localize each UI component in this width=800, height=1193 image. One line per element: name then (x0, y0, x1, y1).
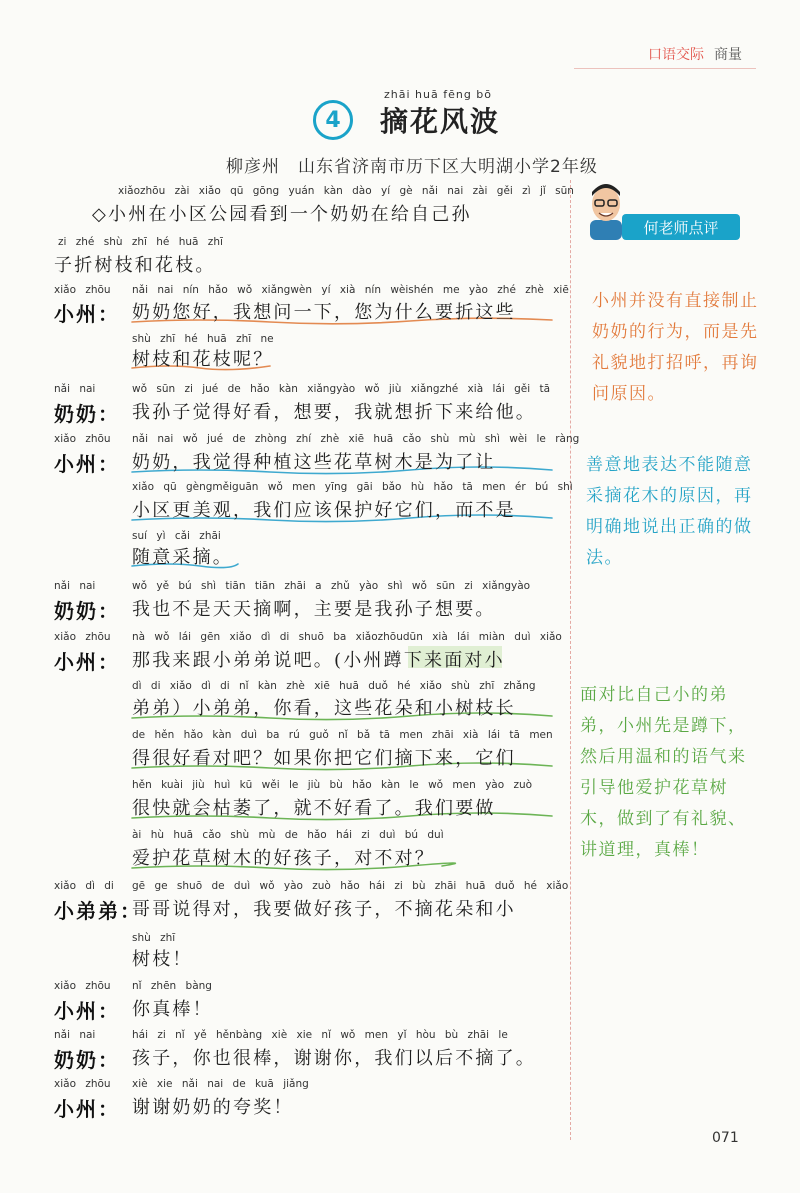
pinyin-line: xiǎozhōu zài xiǎo qū gōng yuán kàn dào yí gè nǎi nai zài gěi zì jǐ sūn (118, 185, 574, 197)
text-line: 小区更美观，我们应该保护好它们，而不是 (132, 500, 516, 521)
speaker-label: 小州： (54, 650, 120, 674)
speaker-pinyin: xiǎo dì di (54, 880, 114, 892)
pinyin-line: nà wǒ lái gēn xiǎo dì di shuō ba xiǎozhōudūn xià lái miàn duì xiǎo (132, 631, 562, 643)
text-line: 爱护花草树木的好孩子，对不对？ (132, 848, 435, 869)
pinyin-line: de hěn hǎo kàn duì ba rú guǒ nǐ bǎ tā men zhāi xià lái tā men (132, 729, 553, 741)
text-line: 得很好看对吧？如果你把它们摘下来，它们 (132, 748, 516, 769)
pinyin-line: hái zi nǐ yě hěnbàng xiè xie nǐ wǒ men yǐ hòu bù zhāi le (132, 1029, 508, 1041)
text-line: ◇小州在小区公园看到一个奶奶在给自己孙 (92, 204, 472, 225)
text-line: 奶奶，我觉得种植这些花草树木是为了让 (132, 452, 496, 473)
speaker-label: 小州： (54, 452, 120, 476)
text-line: 树枝和花枝呢？ (132, 349, 274, 370)
text-line: 哥哥说得对，我要做好孩子，不摘花朵和小 (132, 899, 516, 920)
article-number-badge: 4 (313, 100, 353, 140)
speaker-pinyin: xiǎo zhōu (54, 1078, 111, 1090)
pinyin-line: xiǎo qū gèngměiguān wǒ men yīng gāi bǎo hù hǎo tā men ér bú shì (132, 481, 573, 493)
speaker-pinyin: nǎi nai (54, 383, 96, 395)
pinyin-line: xiè xie nǎi nai de kuā jiǎng (132, 1078, 309, 1090)
pinyin-line: suí yì cǎi zhāi (132, 530, 221, 542)
pinyin-line: nǎi nai wǒ jué de zhòng zhí zhè xiē huā cǎo shù mù shì wèi le ràng (132, 433, 580, 445)
text-line: 孩子，你也很棒，谢谢你，我们以后不摘了。 (132, 1048, 536, 1069)
comment-note-reason: 善意地表达不能随意采摘花木的原因，再明确地说出正确的做法。 (586, 455, 753, 568)
text-line: 弟弟）小弟弟，你看，这些花朵和小树枝长 (132, 698, 516, 719)
speaker-label: 小州： (54, 302, 120, 326)
text-line: 那我来跟小弟弟说吧。(小州蹲下来面对小 (132, 650, 505, 671)
article-title: 摘花风波 (380, 105, 501, 138)
text-line: 子折树枝和花枝。 (54, 255, 216, 276)
comment-note-guidance: 面对比自己小的弟弟，小州先是蹲下，然后用温和的语气来引导他爱护花草树木，做到了有礼貌、讲道理，真棒！ (580, 685, 747, 860)
title-pinyin: zhāi huā fēng bō (384, 88, 493, 101)
speaker-pinyin: xiǎo zhōu (54, 284, 111, 296)
pinyin-line: wǒ sūn zi jué de hǎo kàn xiǎngyào wǒ jiù xiǎngzhé xià lái gěi tā (132, 383, 551, 395)
text-line: 树枝！ (132, 949, 193, 970)
text-line: 你真棒！ (132, 999, 213, 1020)
pinyin-line: gē ge shuō de duì wǒ yào zuò hǎo hái zi bù zhāi huā duǒ hé xiǎo (132, 880, 569, 892)
text-line: 我孙子觉得好看，想要，我就想折下来给他。 (132, 402, 536, 423)
pinyin-line: dì di xiǎo dì di nǐ kàn zhè xiē huā duǒ hé xiǎo shù zhī zhǎng (132, 680, 536, 692)
speaker-pinyin: nǎi nai (54, 580, 96, 592)
speaker-pinyin: xiǎo zhōu (54, 631, 111, 643)
text-line: 随意采摘。 (132, 547, 233, 568)
pinyin-line: shù zhī (132, 932, 176, 944)
pinyin-line: nǐ zhēn bàng (132, 980, 212, 992)
pinyin-line: nǎi nai nín hǎo wǒ xiǎngwèn yí xià nín wèishén me yào zhé zhè xiē (132, 284, 569, 296)
pinyin-line: hěn kuài jiù huì kū wěi le jiù bù hǎo kàn le wǒ men yào zuò (132, 779, 533, 791)
text-line: 谢谢奶奶的夸奖！ (132, 1097, 294, 1118)
comment-note-politeness: 小州并没有直接制止奶奶的行为，而是先礼貌地打招呼，再询问原因。 (592, 291, 759, 404)
pinyin-line: zi zhé shù zhī hé huā zhī (58, 236, 223, 248)
speaker-pinyin: xiǎo zhōu (54, 980, 111, 992)
author-name: 柳彦州 (226, 157, 280, 177)
header-subcategory: 商量 (714, 47, 742, 63)
header-category: 口语交际 (648, 47, 704, 63)
author-school: 山东省济南市历下区大明湖小学2年级 (298, 157, 598, 177)
speaker-label: 小州： (54, 999, 120, 1023)
speaker-pinyin: xiǎo zhōu (54, 433, 111, 445)
speaker-label: 小州： (54, 1097, 120, 1121)
text-line: 奶奶您好，我想问一下，您为什么要折这些 (132, 302, 516, 323)
speaker-label: 小弟弟： (54, 899, 142, 923)
text-line: 很快就会枯萎了，就不好看了。我们要做 (132, 798, 496, 819)
speaker-pinyin: nǎi nai (54, 1029, 96, 1041)
speaker-label: 奶奶： (54, 402, 120, 426)
teacher-comment-badge: 何老师点评 (622, 214, 740, 240)
speaker-label: 奶奶： (54, 599, 120, 623)
pinyin-line: wǒ yě bú shì tiān tiān zhāi a zhǔ yào shì wǒ sūn zi xiǎngyào (132, 580, 531, 592)
speaker-label: 奶奶： (54, 1048, 120, 1072)
pinyin-line: shù zhī hé huā zhī ne (132, 333, 274, 345)
text-line: 我也不是天天摘啊，主要是我孙子想要。 (132, 599, 496, 620)
pinyin-line: ài hù huā cǎo shù mù de hǎo hái zi duì bú duì (132, 829, 444, 841)
page-number: 071 (712, 1130, 739, 1146)
